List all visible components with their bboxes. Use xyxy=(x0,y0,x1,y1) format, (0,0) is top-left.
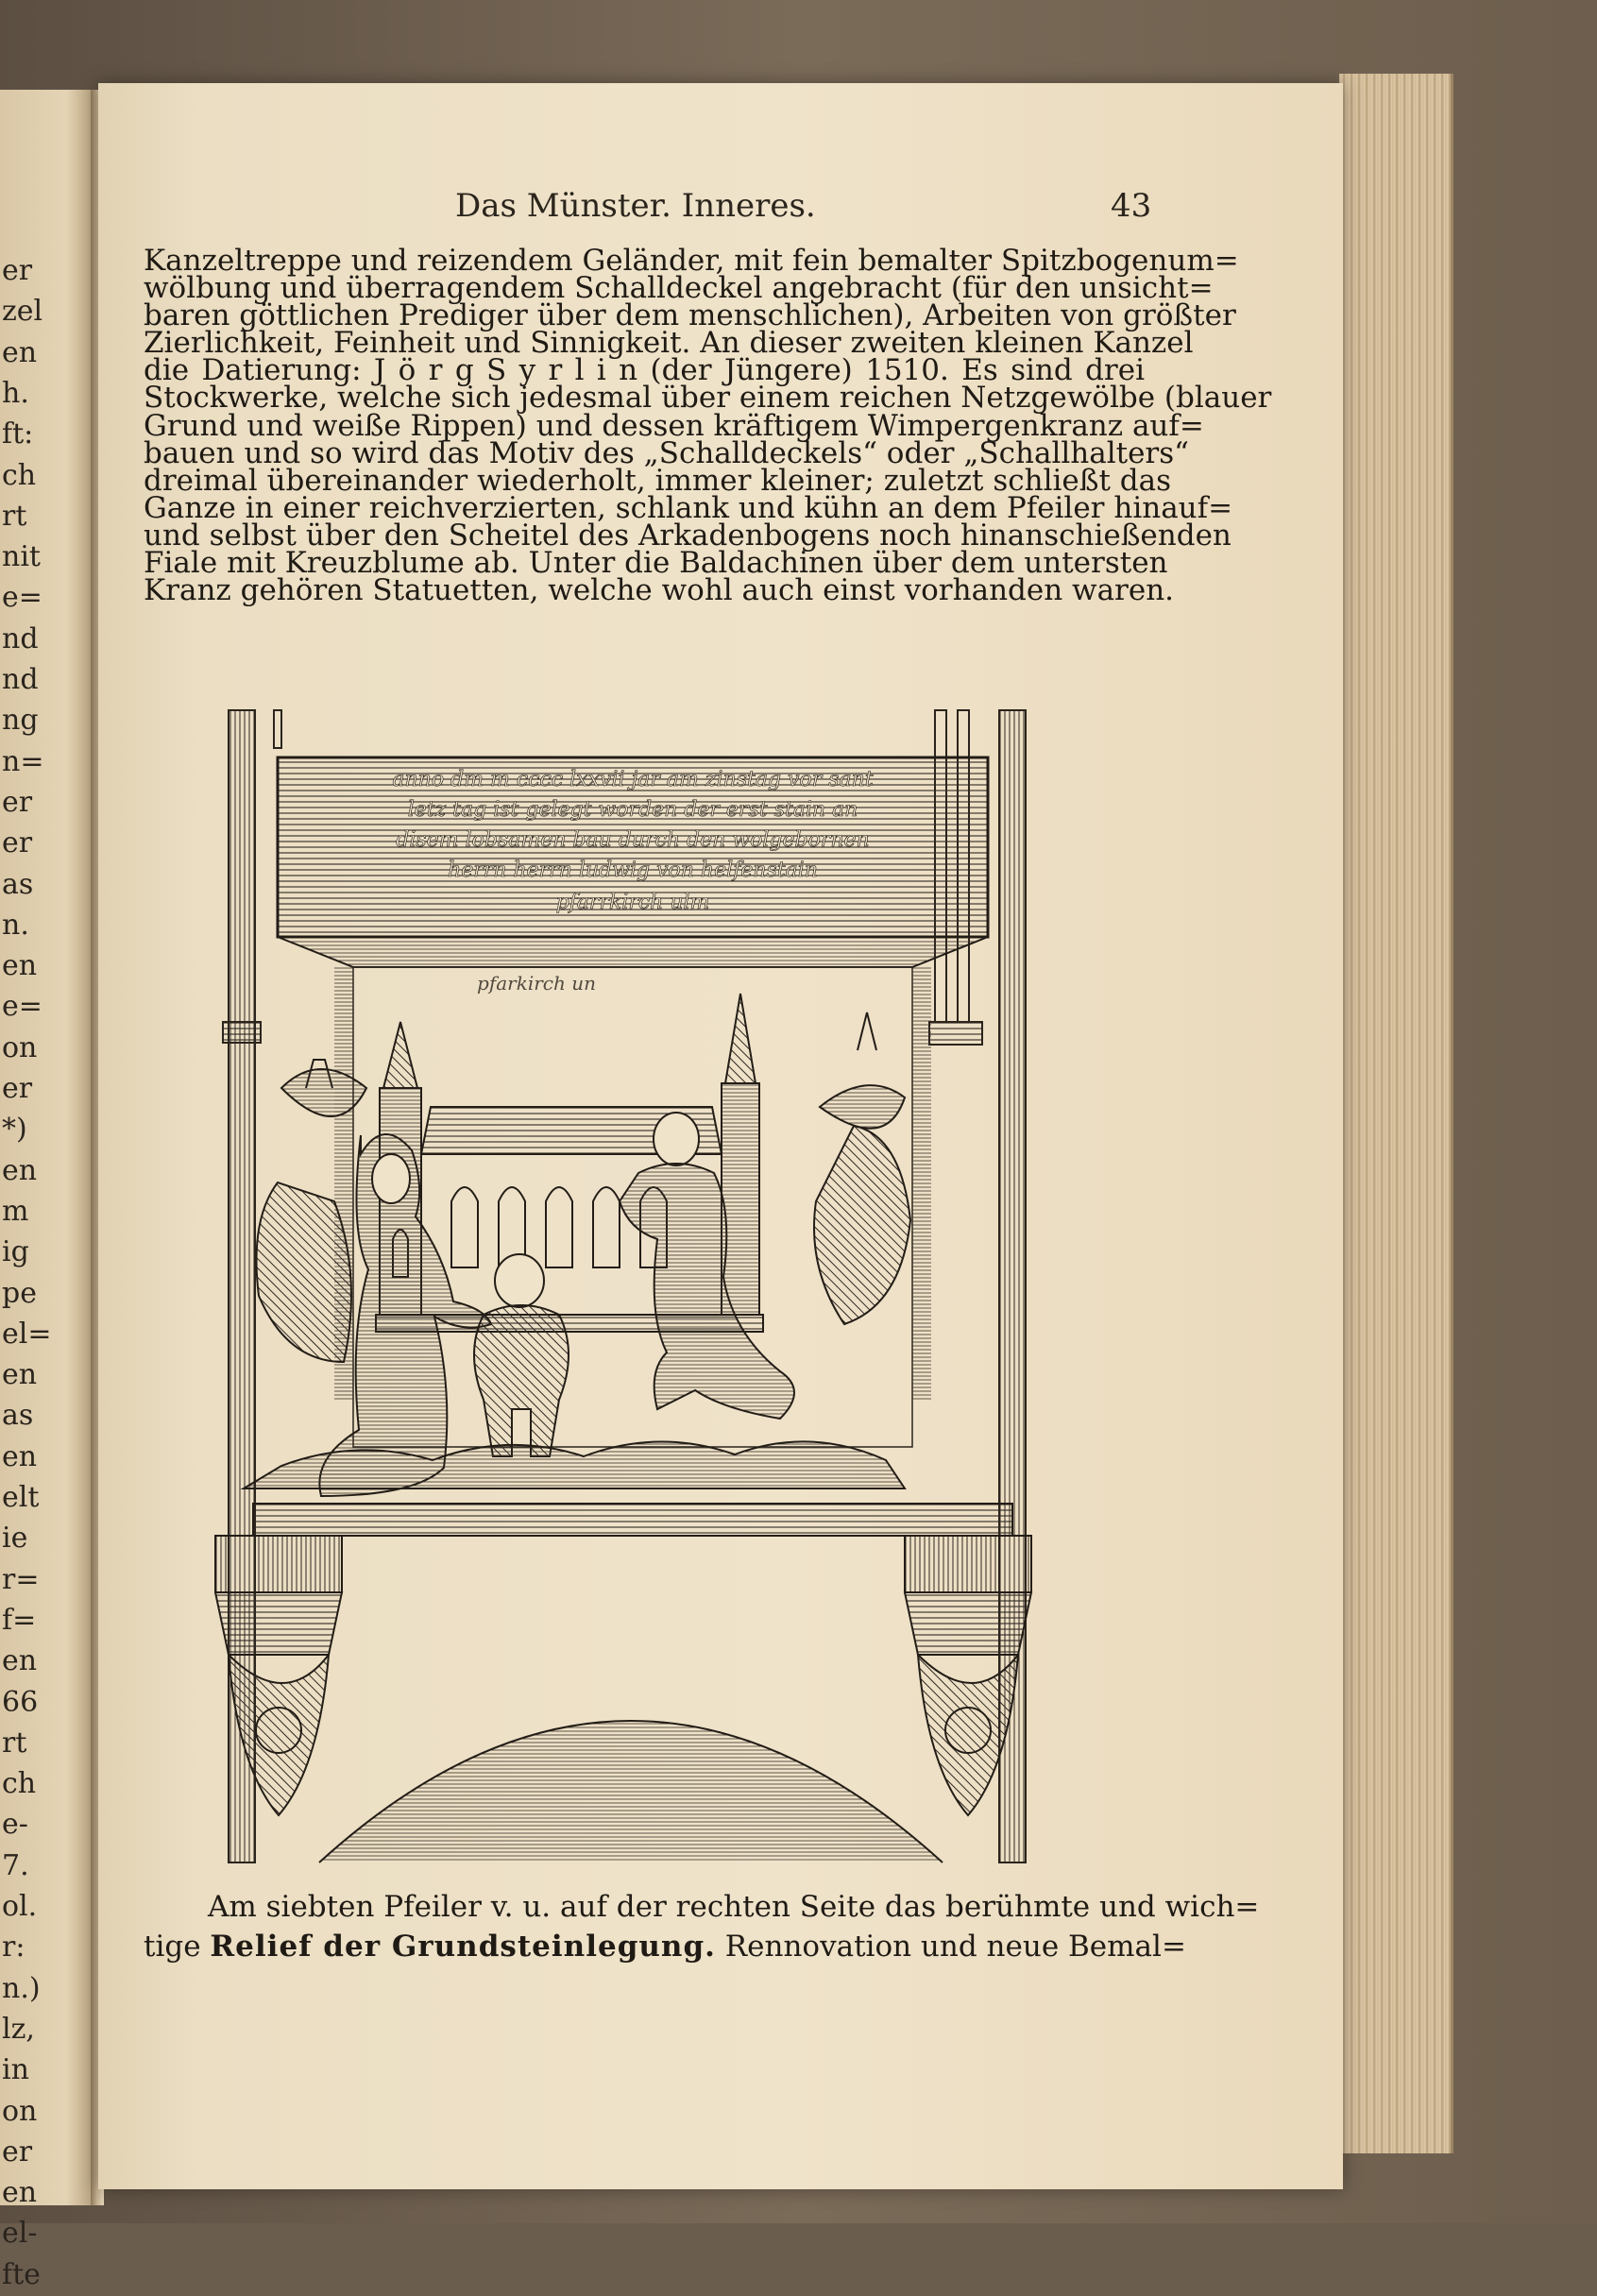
body-line: wölbung und überragendem Schalldeckel angebracht (für den unsicht= xyxy=(144,271,1214,306)
body-line: baren göttlichen Prediger über dem menschlichen), Arbeiten von größter xyxy=(144,298,1236,333)
caption-line-2 xyxy=(144,1927,1186,1966)
body-line: Kranz gehören Statuetten, welche wohl auch einst vorhanden waren. xyxy=(144,573,1175,608)
body-line: die Datierung: J ö r g S y r l i n (der Jüngere) 1510. Es sind drei xyxy=(144,353,1145,388)
inscription-line-4: herrn herrn ludwig von helfenstain xyxy=(448,859,818,882)
left-page-fragment: en xyxy=(2,2176,38,2210)
left-page-fragment: nd xyxy=(2,663,39,696)
left-page-fragment: 7. xyxy=(2,1848,29,1882)
left-page-fragment: en xyxy=(2,1644,38,1678)
inscription-line-6: pfarkirch un xyxy=(477,972,596,995)
left-page-fragment: zel xyxy=(2,295,43,329)
inscription-line-1: anno dm m cccc lxxvii jar am zinstag vor sant xyxy=(392,768,874,791)
left-page-fragment: en xyxy=(2,1439,38,1473)
left-page-fragment: n. xyxy=(2,908,29,942)
left-page-fragment: rt xyxy=(2,1726,27,1760)
left-page-fragment: ie xyxy=(2,1522,28,1556)
left-page-fragment: e= xyxy=(2,581,42,615)
left-page-fragment: r: xyxy=(2,1930,25,1964)
body-line: Zierlichkeit, Feinheit und Sinnigkeit. An dieser zweiten kleinen Kanzel xyxy=(144,326,1194,361)
left-page-fragment: ch xyxy=(2,1767,37,1801)
arch-underside xyxy=(319,1721,943,1862)
left-page-fragment: ol. xyxy=(2,1890,38,1923)
left-page-fragment: er xyxy=(2,826,33,860)
inscription-line-3: disem lobsamen bau durch den wolgebornen xyxy=(396,828,870,852)
body-text xyxy=(144,244,1272,608)
running-title: Das Münster. Inneres. xyxy=(455,187,816,225)
left-page-fragment: h. xyxy=(2,376,29,410)
left-page-fragment: 66 xyxy=(2,1685,39,1719)
left-page-fragment: ft: xyxy=(2,417,34,451)
left-page-fragment: elt xyxy=(2,1481,40,1514)
left-page-fragment: rt xyxy=(2,499,27,533)
left-page-fragment: en xyxy=(2,1358,38,1392)
left-page-fragment: as xyxy=(2,1399,34,1433)
left-page-fragment: er xyxy=(2,785,33,819)
left-page-fragment: nit xyxy=(2,540,41,574)
left-page-fragment: nd xyxy=(2,621,39,655)
figure-caption xyxy=(144,1887,1260,1966)
left-page-fragment: e- xyxy=(2,1808,28,1842)
body-line: Stockwerke, welche sich jedesmal über einem reichen Netzgewölbe (blauer xyxy=(144,381,1272,416)
left-page-fragment: *) xyxy=(2,1113,27,1147)
left-page-fragment: n= xyxy=(2,744,44,778)
left-page-fragment: er xyxy=(2,1072,33,1105)
left-page-fragment: el- xyxy=(2,2217,38,2251)
left-page-fragment: on xyxy=(2,1030,38,1064)
left-page-fragment: as xyxy=(2,867,34,901)
caption-relief-title: Relief der Grundsteinlegung. xyxy=(210,1930,716,1964)
left-page-fragment: en xyxy=(2,949,38,983)
left-page-fragment: en xyxy=(2,1153,38,1187)
relief-base xyxy=(244,1441,1012,1536)
caption-line-2-pre: tige xyxy=(144,1930,211,1964)
inscription-slab xyxy=(278,757,988,995)
left-page-fragment: er xyxy=(2,2134,33,2168)
left-page-fragment: e= xyxy=(2,990,42,1024)
left-page-fragment: en xyxy=(2,335,38,369)
left-page-fragment: on xyxy=(2,2094,38,2128)
body-line: bauen und so wird das Motiv des „Schalldeckels“ oder „Schallhalters“ xyxy=(144,435,1190,470)
left-page-fragment: ng xyxy=(2,704,39,738)
relief-engraving xyxy=(215,710,1050,1868)
left-page-fragment: ch xyxy=(2,458,37,492)
left-page-fragment: m xyxy=(2,1194,29,1228)
body-line: dreimal übereinander wiederholt, immer kleiner; zuletzt schließt das xyxy=(144,463,1172,498)
left-page-fragment: ig xyxy=(2,1235,29,1269)
caption-line-1: Am siebten Pfeiler v. u. auf der rechten Seite das berühmte und wich= xyxy=(208,1890,1260,1924)
left-page-fragment: el= xyxy=(2,1317,52,1351)
left-page-fragment: pe xyxy=(2,1276,37,1310)
body-line: und selbst über den Scheitel des Arkadenbogens noch hinanschießenden xyxy=(144,518,1232,553)
inscription-line-2: letz tag ist gelegt worden der erst stain an xyxy=(407,798,858,822)
left-page-fragment: f= xyxy=(2,1603,37,1637)
body-line: Kanzeltreppe und reizendem Geländer, mit fein bemalter Spitzbogenum= xyxy=(144,244,1239,278)
page-block-edges xyxy=(1339,74,1453,2153)
left-page-fragment: in xyxy=(2,2053,29,2087)
caption-line-2-post: Rennovation und neue Bemal= xyxy=(715,1930,1186,1964)
left-page-fragment: r= xyxy=(2,1562,40,1596)
inscription-line-5: pfarrkirch ulm xyxy=(555,891,710,914)
body-line: Grund und weiße Rippen) und dessen kräftigem Wimpergenkranz auf= xyxy=(144,408,1204,443)
left-page-fragment: n.) xyxy=(2,1971,41,2005)
left-page-edge xyxy=(0,90,94,2291)
body-line: Fiale mit Kreuzblume ab. Unter die Baldachinen über dem untersten xyxy=(144,546,1168,581)
left-page-fragment: lz, xyxy=(2,2012,35,2046)
left-page-fragment: fte xyxy=(2,2257,41,2291)
page-number: 43 xyxy=(1111,187,1152,225)
body-line: Ganze in einer reichverzierten, schlank und kühn an dem Pfeiler hinauf= xyxy=(144,490,1233,525)
left-page-fragment: er xyxy=(2,254,33,287)
